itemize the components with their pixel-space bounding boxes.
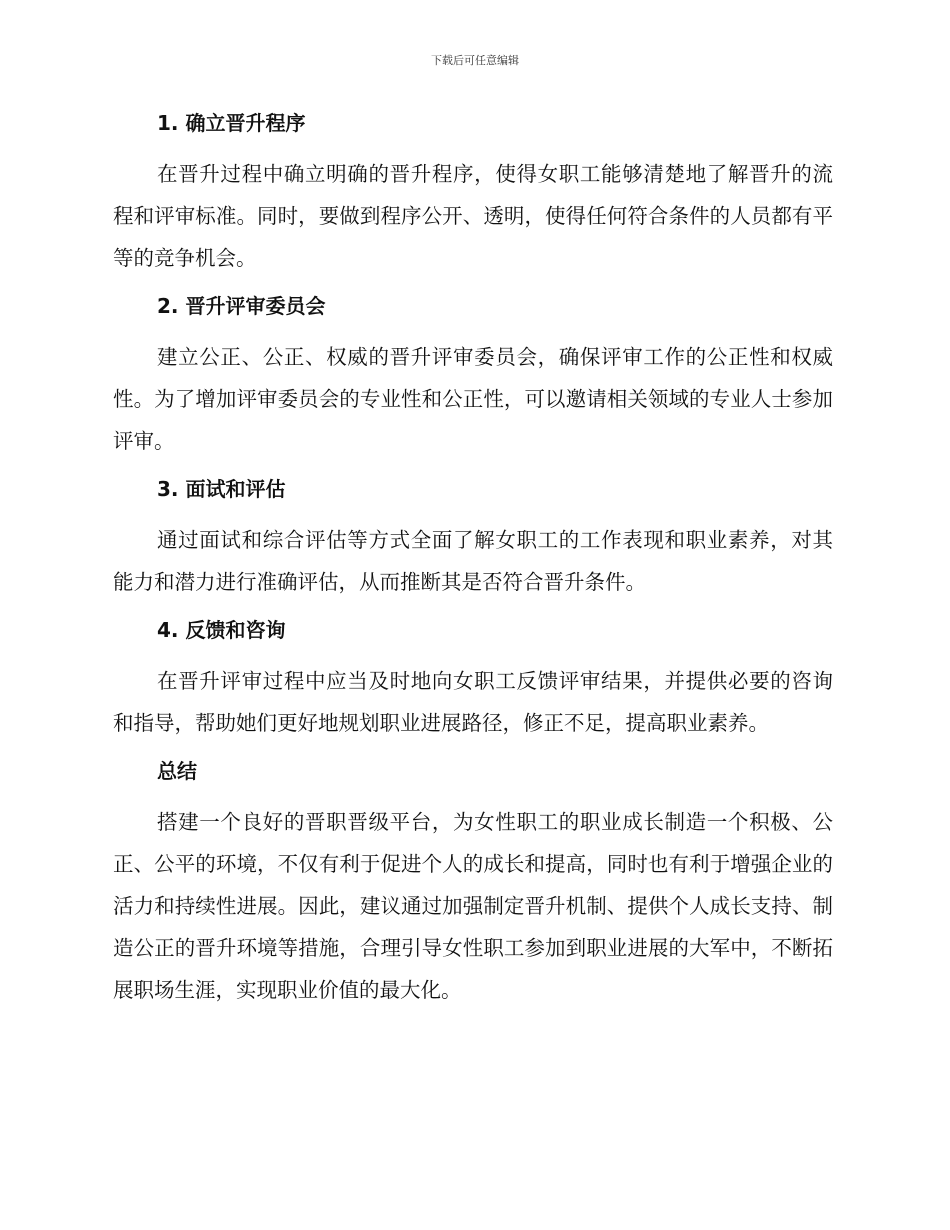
section-4 xyxy=(113,615,833,744)
section-heading: 1. 确立晋升程序 xyxy=(157,111,306,135)
section-paragraph: 建立公正、公正、权威的晋升评审委员会，确保评审工作的公正性和权威性。为了增加评审委员会的专业性和公正性，可以邀请相关领域的专业人士参加评审。 xyxy=(113,345,833,453)
section-heading: 2. 晋升评审委员会 xyxy=(157,294,326,318)
page-header-note: 下载后可任意编辑 xyxy=(431,54,519,67)
section-summary xyxy=(113,756,833,1011)
section-heading: 3. 面试和评估 xyxy=(157,477,286,501)
section-paragraph: 通过面试和综合评估等方式全面了解女职工的工作表现和职业素养，对其能力和潜力进行准确评估，从而推断其是否符合晋升条件。 xyxy=(113,528,833,594)
summary-paragraph: 搭建一个良好的晋职晋级平台，为女性职工的职业成长制造一个积极、公正、公平的环境，不仅有利于促进个人的成长和提高，同时也有利于增强企业的活力和持续性进展。因此，建议通过加强制定晋升机制、提供个人成长支持、制造公正的晋升环境等措施，合理引导女性职工参加到职业进展的大军中，不断拓展职场生涯，实现职业价值的最大化。 xyxy=(113,810,833,1002)
section-2 xyxy=(113,291,833,462)
section-3 xyxy=(113,474,833,603)
section-paragraph: 在晋升过程中确立明确的晋升程序，使得女职工能够清楚地了解晋升的流程和评审标准。同时，要做到程序公开、透明，使得任何符合条件的人员都有平等的竞争机会。 xyxy=(113,162,833,270)
document-body xyxy=(113,108,833,1023)
summary-heading: 总结 xyxy=(157,759,197,783)
section-1 xyxy=(113,108,833,279)
section-paragraph: 在晋升评审过程中应当及时地向女职工反馈评审结果，并提供必要的咨询和指导，帮助她们更好地规划职业进展路径，修正不足，提高职业素养。 xyxy=(113,669,833,735)
section-heading: 4. 反馈和咨询 xyxy=(157,618,286,642)
